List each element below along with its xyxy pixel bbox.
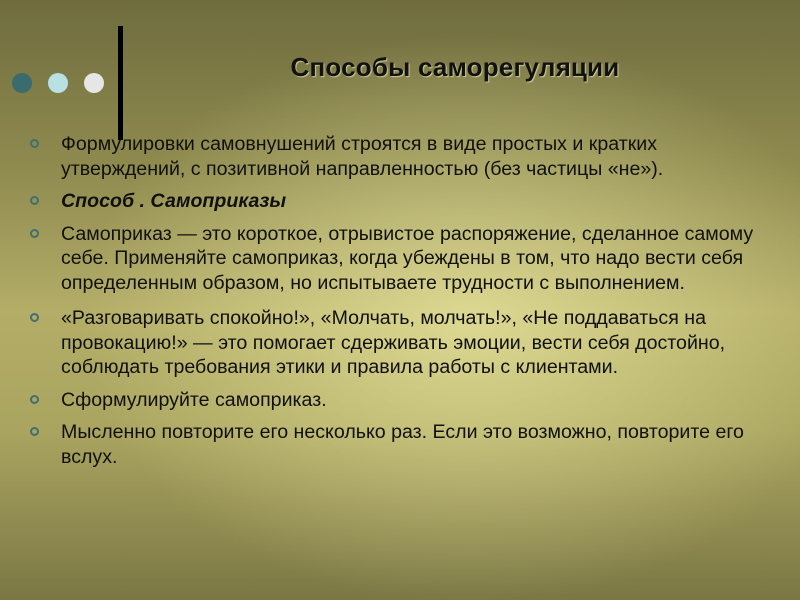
list-item-text: Сформулируйте самоприказ. <box>61 388 327 411</box>
vertical-divider <box>118 26 123 140</box>
hollow-circle-bullet-icon <box>30 427 39 436</box>
list-item-text: «Разговаривать спокойно!», «Молчать, молчать!», «Не поддаваться на провокацию!» — это помогает сдерживать эмоции, вести себя достойно, соблюдать требования этики и правила работы с клиентами. <box>61 307 726 378</box>
list-item <box>26 306 786 380</box>
list-item <box>26 189 786 214</box>
slide-title: Способы саморегуляции <box>290 52 620 82</box>
list-item <box>26 388 786 413</box>
dot-light-gray-icon <box>84 73 104 93</box>
hollow-circle-bullet-icon <box>30 229 39 238</box>
list-item <box>26 420 786 469</box>
list-item-text: Самоприказ — это короткое, отрывистое распоряжение, сделанное самому себе. Применяйте самоприказ, когда убеждены в том, что надо вести себя определенным образом, но испытываете трудности с выполнением. <box>61 222 754 294</box>
hollow-circle-bullet-icon <box>30 139 39 148</box>
list-item <box>26 222 786 296</box>
hollow-circle-bullet-icon <box>30 313 39 322</box>
list-item <box>26 132 786 181</box>
list-item-text: Формулировки самовнушений строятся в виде простых и кратких утверждений, с позитивной направленностью (без частицы «не»). <box>61 133 664 180</box>
list-item-text: Способ . Самоприказы <box>61 190 287 212</box>
dot-dark-teal-icon <box>12 73 32 93</box>
hollow-circle-bullet-icon <box>30 196 39 205</box>
hollow-circle-bullet-icon <box>30 395 39 404</box>
list-item-text: Мысленно повторите его несколько раз. Если это возможно, повторите его вслух. <box>61 421 744 468</box>
bullet-list <box>26 132 786 477</box>
dot-light-cyan-icon <box>48 73 68 93</box>
decorative-dots <box>12 73 104 93</box>
